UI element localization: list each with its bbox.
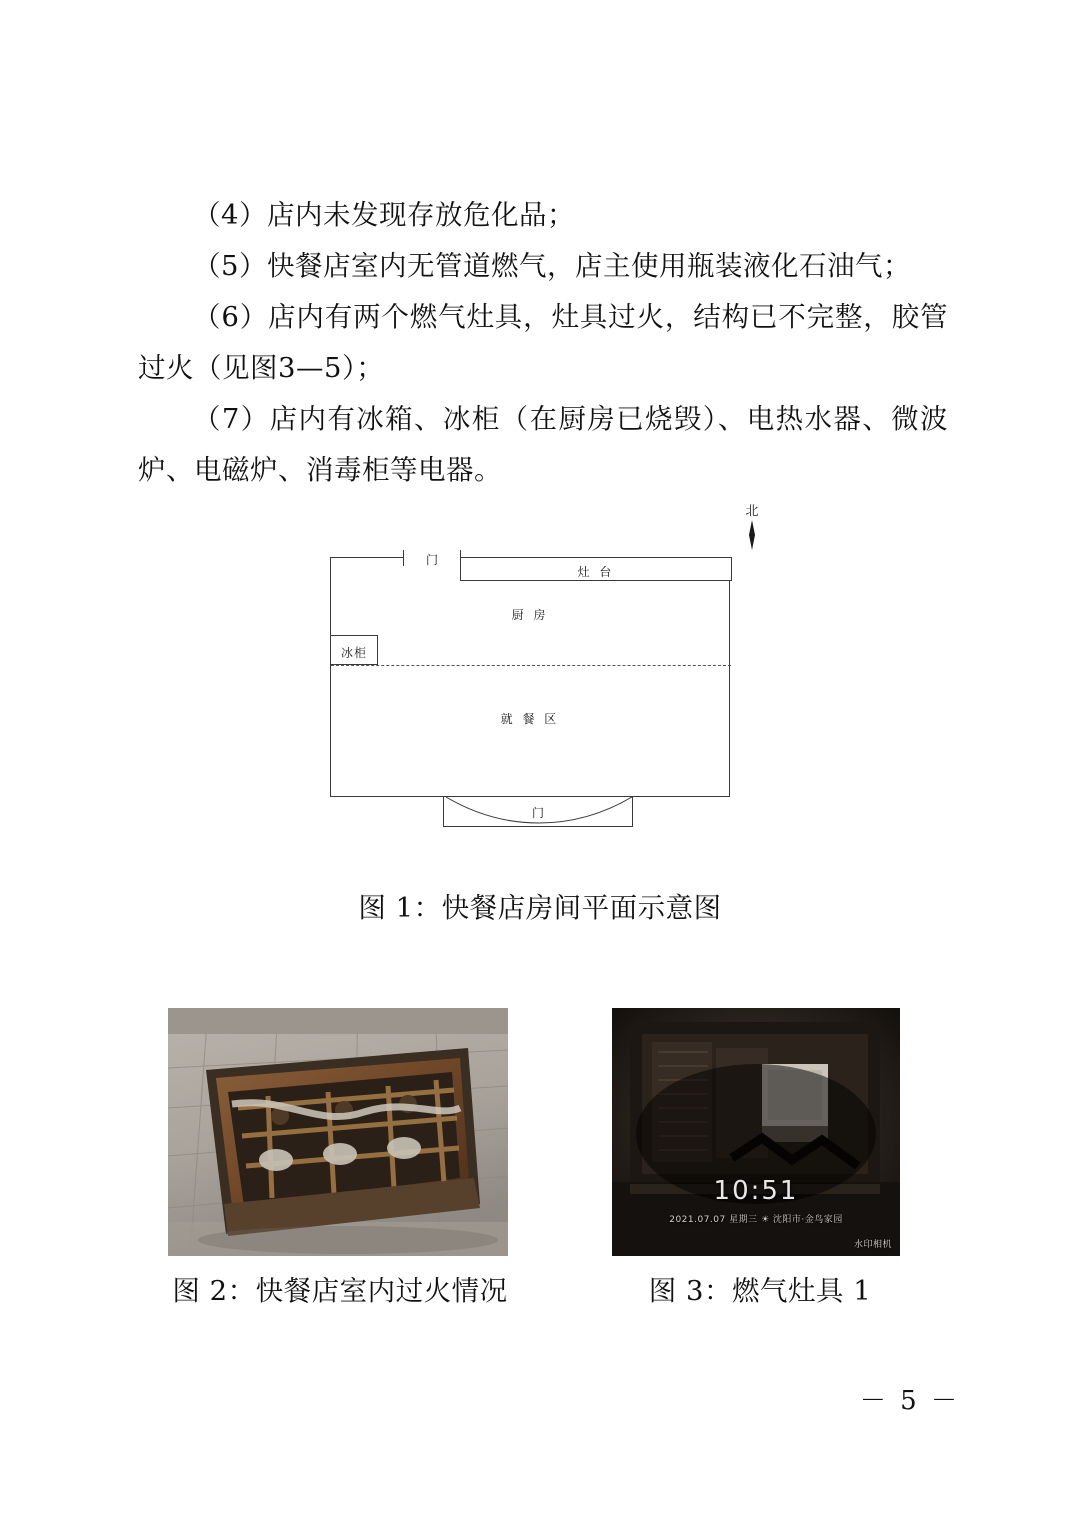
photo-watermark-brand: 水印相机	[853, 1240, 892, 1250]
kitchen-label: 厨 房	[511, 608, 549, 622]
top-door-label: 门	[425, 553, 439, 567]
figure-3-caption: 图 3：燃气灶具 1	[648, 1275, 872, 1307]
compass-icon	[724, 505, 780, 553]
floorplan-outline	[330, 553, 730, 820]
figure-2-caption: 图 2：快餐店室内过火情况	[172, 1275, 508, 1307]
paragraph-4: （4）店内未发现存放危化品；	[193, 199, 575, 231]
fridge-label: 冰柜	[340, 646, 368, 660]
paragraph-6: （6）店内有两个燃气灶具，灶具过火，结构已不完整，胶管过火（见图3—5）；	[138, 301, 948, 384]
dining-area-label: 就 餐 区	[500, 712, 560, 726]
page-number: － 5 －	[859, 1386, 960, 1416]
floorplan-top-door	[403, 550, 461, 566]
paragraph-5: （5）快餐店室内无管道燃气，店主使用瓶装液化石油气；	[193, 250, 911, 282]
figure-2-photo	[168, 1008, 508, 1256]
floorplan-fridge	[330, 635, 378, 665]
burned-stove-outdoor-image	[168, 1008, 508, 1256]
figure-1-caption: 图 1：快餐店房间平面示意图	[358, 892, 722, 924]
body-text	[138, 190, 948, 496]
floorplan-stove	[460, 557, 732, 581]
floorplan-bottom-door	[443, 797, 633, 827]
figure-3-photo	[612, 1008, 900, 1256]
figure-1-floorplan	[320, 505, 780, 835]
stove-label: 灶 台	[577, 565, 615, 579]
photo-meta-overlay: 2021.07.07 星期三 ☀ 沈阳市·金鸟家园	[669, 1215, 843, 1225]
floorplan-divider	[331, 665, 731, 666]
bottom-door-label: 门	[531, 806, 545, 820]
compass-needle-icon	[745, 520, 759, 552]
paragraph-7: （7）店内有冰箱、冰柜（在厨房已烧毁）、电热水器、微波炉、电磁炉、消毒柜等电器。	[138, 403, 948, 486]
photo-timestamp-overlay: 10:51	[713, 1176, 799, 1206]
compass-label: 北	[745, 504, 759, 519]
